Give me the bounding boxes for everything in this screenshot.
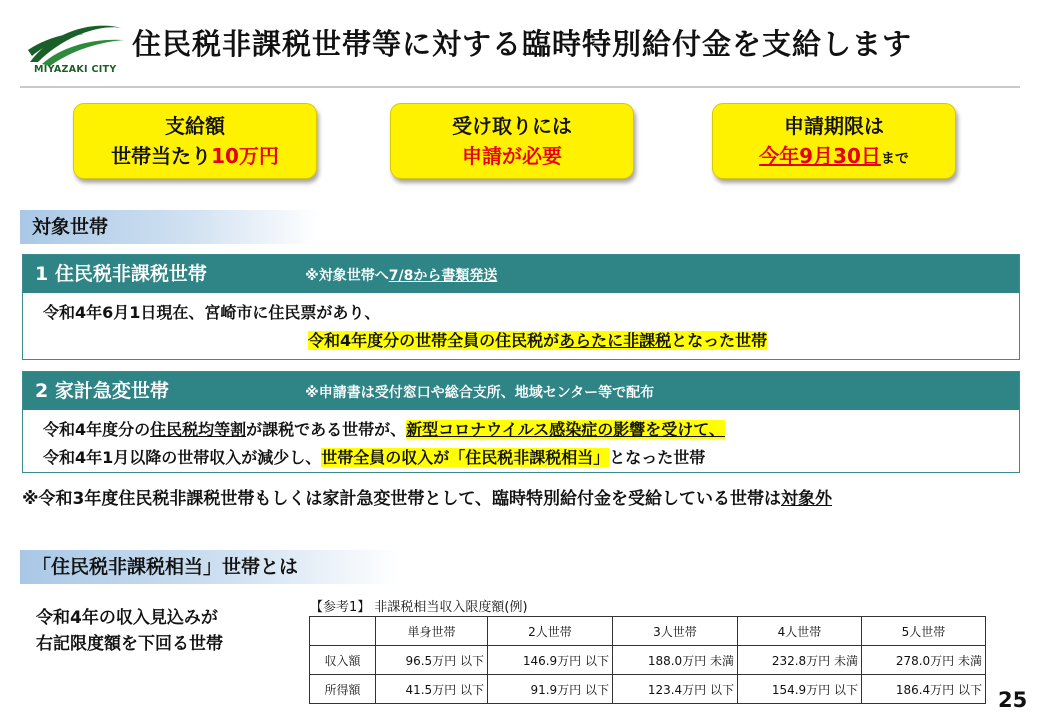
tax-exempt-household-note: ※対象世帯へ7/8から書類発送 (305, 268, 498, 284)
table-header-cell: 3人世帯 (613, 617, 738, 646)
page-number: 25 (998, 688, 1028, 712)
table-cell: 186.4万円 以下 (862, 675, 986, 704)
income-limit-table (309, 616, 986, 704)
income-condition-description: 令和4年の収入見込みが 右記限度額を下回る世帯 (36, 608, 223, 654)
tax-exempt-household-header (23, 255, 1019, 293)
table-cell: 91.9万円 以下 (488, 675, 613, 704)
table-cell: 232.8万円 未満 (738, 646, 862, 675)
table-row-label: 所得額 (310, 675, 376, 704)
title-divider (20, 86, 1020, 88)
tax-exempt-household-heading: 1 住民税非課税世帯 (35, 263, 207, 285)
application-required-value: 申請が必要 (462, 144, 562, 168)
benefit-amount-label: 支給額 (165, 114, 225, 138)
income-limit-table-caption: 【参考1】 非課税相当収入限度額(例) (310, 600, 528, 615)
table-cell: 96.5万円 以下 (376, 646, 488, 675)
tax-exempt-condition-line2: 令和4年度分の世帯全員の住民税があらたに非課税となった世帯 (308, 331, 768, 350)
excluded-households-note: ※令和3年度住民税非課税世帯もしくは家計急変世帯として、臨時特別給付金を受給している世帯は対象外 (22, 489, 833, 509)
deadline-card (712, 103, 956, 179)
table-header-cell: 2人世帯 (488, 617, 613, 646)
deadline-label: 申請期限は (784, 114, 884, 138)
table-row (310, 646, 986, 675)
sudden-change-household-body (23, 410, 1019, 472)
sudden-change-household-heading: 2 家計急変世帯 (35, 380, 169, 402)
tax-exempt-household-body (23, 293, 1019, 355)
sudden-change-household-box (22, 371, 1020, 473)
table-header-row (310, 617, 986, 646)
table-header-cell: 単身世帯 (376, 617, 488, 646)
sudden-change-condition-line2: 令和4年1月以降の世帯収入が減少し、世帯全員の収入が「住民税非課税相当」となった世帯 (43, 448, 706, 467)
table-header-cell: 5人世帯 (862, 617, 986, 646)
deadline-value: 今年9月30日まで (759, 144, 909, 168)
application-required-card (390, 103, 634, 179)
table-row-label: 収入額 (310, 646, 376, 675)
table-cell: 278.0万円 未満 (862, 646, 986, 675)
table-header-cell: 4人世帯 (738, 617, 862, 646)
tax-exempt-condition-line1: 令和4年6月1日現在、宮崎市に住民票があり、 (43, 303, 381, 322)
table-row (310, 675, 986, 704)
sudden-change-household-note: ※申請書は受付窓口や総合支所、地域センター等で配布 (305, 385, 655, 401)
table-cell: 154.9万円 以下 (738, 675, 862, 704)
table-cell: 188.0万円 未満 (613, 646, 738, 675)
sudden-change-household-header (23, 372, 1019, 410)
application-required-label: 受け取りには (452, 114, 572, 138)
logo-text: MIYAZAKI CITY (34, 64, 117, 75)
target-households-tab: 対象世帯 (20, 210, 320, 244)
sudden-change-condition-line1: 令和4年度分の住民税均等割が課税である世帯が、新型コロナウイルス感染症の影響を受けて、 (43, 420, 725, 439)
benefit-amount-card (73, 103, 317, 179)
table-cell: 123.4万円 以下 (613, 675, 738, 704)
page-title: 住民税非課税世帯等に対する臨時特別給付金を支給します (132, 27, 913, 61)
table-cell: 146.9万円 以下 (488, 646, 613, 675)
tax-exempt-equivalent-tab: 「住民税非課税相当」世帯とは (20, 550, 400, 584)
tax-exempt-household-box (22, 254, 1020, 360)
table-cell: 41.5万円 以下 (376, 675, 488, 704)
benefit-amount-value: 世帯当たり10万円 (111, 144, 279, 168)
